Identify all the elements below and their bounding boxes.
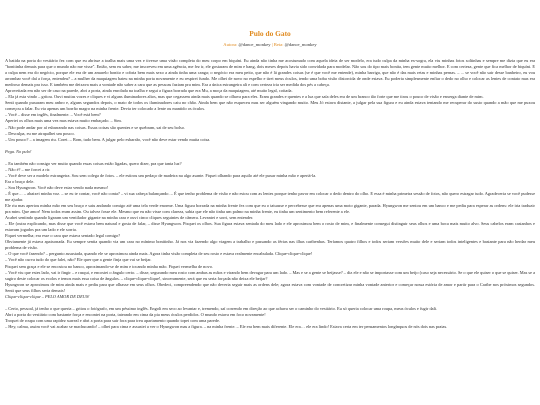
paragraph: – Desculpa, eu me atrapalhei um pouco. [5,130,75,136]
paragraph: Senti quando puxaram meu anbro e, alguns segundos depois, o mato de todos os iluminadores caiu no chão. Ainda bem que não esqueceu mas ser alguém vingando muito. Meu Jó estava distante, a julgar pela sua figura e eu ainda estava tentando me recuperar do susto quando a mão que me puxou começou a falar. Eu via apenas um borrão magro na minha frente. Devia ter colocado a lente ou mantido os óculos. [5,100,535,112]
author-label: Autora: [223,42,238,47]
paragraph: – Um pouco? – a imagem riu. Corei. – Bom, tudo bem. A julgar pelo esbarrão, você não deve estar vendo muita coisa. [5,136,211,142]
meta-separator: | [271,42,273,47]
paragraph: – É que… – abaixei minha voz. – se eu te contar, você não conta? – vi sua cabeça balançando. – É que tenho problema de visão e não estou com as lentes porque tenho pavor em colocar o dedo dentro do olho. E essa é minha primeira sessão de fotos, não quero estragar tudo. Agradeceria se você pudesse me ajudar. [5,190,535,202]
paragraph: – Certo, pessoal, já tenho o que queria – gritou o fotógrafo, em um péssimo inglês. Engoli em seco ao levantar e, tremendo, saí correndo em direção ao que achava ser o caminho do vestiário. Eu só queria colocar uma roupa, meus óculos e fugir dali. [5,305,438,311]
paragraph: Apertei os olhos mais uma vez mas estava muito embaçado. – Sim. [5,118,122,124]
story-meta [0,42,540,47]
paragraph: Era o braço dele. [5,178,35,184]
paragraph: – Hey, calma, assim você vai acabar se machucando! – olhei para cima e assustei a ver o Hyungwon mas a figura. – na minha frente. – Ele era bem mais diferente. Ele era… ele era lindo! Estava certa em ter pensamentos longínquos de nós dois nas praias. [5,323,448,329]
paragraph: – Eu também não consigo ver muito quando essas coisas estão ligadas, quero dizer, pra que tanta luz? [5,160,182,166]
author-value[interactable]: @dance_monkey [238,42,271,47]
paragraph: Pisquei sem graça e ele se encostou no banco, aproximando-se de mim e tocando minha mão. Fiquei vermelha de novo. [5,263,213,269]
paragraph-emphasis: Clique-clique-clique – PELO AMOR DE DEUS! [5,293,90,299]
paragraph: – Você – disse em inglês, finalmente. – Você está bem? [5,112,101,118]
paragraph: – Sou Hyungwon. Você não deve estar vendo nada mesmo! [5,184,109,190]
paragraph: – Você viu que estes lado, vai ir fingir – e rasqui, e encostei o ângulo certo. – disse, segurando meu rosto com ambas as mãos e virando bem devagar para um lado. – Mas e se a gente se beijasse? – diz ele e não se importasse com um beijo (caso seja necessário. Se o que ele quiser o que se quiser. Mas se a sugiro deste colocar os ecolos e temos mais essa coisa de ângulos. – clique-clique-clique!, sinceramente, será que eu seria forçada não deixa ele beijar? [5,269,535,281]
paragraph-emphasis: Pega. No pulo! [5,148,32,154]
paragraph: Abri a porta do vestiário com bastante força e encontei na porta, tateando em cima da pia meus óculos perdidos. O mundo estava em foco novamente! [5,311,266,317]
story-body [5,58,535,330]
beta-label: Beta: [273,42,284,47]
paragraph: – Ele (outra explicando, mas disse que você estava bem natural e gosta de falar, – disse Hyungwon. Pisquei os olhos. Sua figura estava sentada do meu lado e ele aproximou bem o rosto de mim, e finalmente consegui distinguir seus olhos e uma boca mais muito alvo. Seus cabelos eram castanhos e estavam jogados pra um lado e ele sorria. [5,221,535,233]
beta-value[interactable]: @dance_monkey [284,42,317,47]
paragraph: – Não é? – me forcei a rir. [5,166,51,172]
paragraph: – Você não curva tudo do que falei, não? Ele quer que a gente finja que vai se beijar. [5,257,152,263]
paragraph: Ele riu mas apertou minha mão em seu braço e saiu andando comigo até uma tela verde enorme. Uma figura borrada na minha frente fez com que eu o tatuasse e percebesse que era apenas uma moto gigante, parada. Hyungwon me sentou em um banco e me pediu para esperar as ordens: ele iria traduzir pra mim. Que amor! Nem todos eram assim. Ou talvez fosse ele. Mesmo que eu não visse com clareza, sabia que ele não tinha um palmo na minha frente, eu tinha um sentimento bem referente a ele. [5,203,535,215]
paragraph: Obviamente já estava apaixonada. Eu sempre sentia quando via um cara no mínimo bonitinho. Já nos via fazendo algo viagem a trabalho e passando as férias nas ilhas caribenhas. Teríamos quatro filhos e todos seriam versões muito dele e seriam todos inteligentes e bastante para não herdar meu problema de visão. [5,239,535,251]
paragraph: – O que você fazendo? – pergunto assustada, quando ele se aproximou ainda mais. Agora tinha visão completa de seu rosto e estava realmente encabulada. Clique-clique-clique! [5,251,313,257]
paragraph: Aproveitada em não ser de caso na parede, abri a porta, ainda enrolada na toalha e segui a figura borrada que era Mu, a moça da maquiagem, até muito legal, coitada. [5,88,293,94]
paragraph: – Não pode andar por aí esbarrando nas coisas. Essas coisas são quentes e se quebram, sai de seu bolso. [5,124,185,130]
paragraph: Fiquei vermelha; era esse o cara que estava sentado legal comigo? [5,233,121,239]
story-title: Pulo do Gato [249,29,291,38]
paragraph: Acabei sentindo quando ligaram um ventilador gigante na minha cara e ouvi cinco cliques seguintes de câmera. Levantei e sorri, sem entender. [5,215,254,221]
paragraph: – Você deve ser a modelo estrangeira. Sou sem colega de fotos. – ele estirou um pedaço de madeira na algo asante. Fiquei olhando para aquilo até ele puxar minha mão e apertá-la. [5,172,317,178]
paragraph: Hyungwon se aproximou de mim ainda mais e pediu para que olhasse em seus olhos. Obedeci, compreendendo que não deveria seguir mais as ordens dele; agora estava com vontade de concretizar minha vontade anterior e começar nossa estória de amor e partir para o Caribe nos próximos segundos. Senti que seus filhos seria demais! [5,281,535,293]
paragraph: A batida na porta do vestiário fez com que eu abrisse a toalha mais uma vez e tivesse uma visão completa do meu corpo em biquíni. Eu ainda não tinha me acostumado com aquela ideia de ser modelo, era tudo culpa da minha ex-sogra, ela viu minhas fotos soltinhas e sempre me dizia que eu era "bonitinha demais para que o mundo não me visse". Então, sem eu saber, me inscreveu em uma agência, me fez ir, ele gostaram de mim e bang, dois meses depois havia sido convidada para modelar. Não sou do tipo mais bonita, tem gente muito melhor. E com certeza, gente que fica melhor de biquíni. E a culpa nem era do negócio, porque ele era de um amarelo bonito e cobria bem mais sexo a ainda tinha uma canga; o negócio era meu peito, que não é lá grandes coisas (se é que você me entende), minha barriga, que não é das mais retas e minhas pernas. – ... se você não sair desse banheiro, eu vou arrombar você daí a força, entendeu? – a mulher da maquiagem bateu na minha porta novamente e eu respirei fundo. Me olhei de novo no espelho e tirei meus óculos, tendo uma boba visão distorcida de onde estava. Eu poderia simplesmente enfiar o dedo no olho e colocar as lentes de contato mas era medroso demais pra isso. E também me deixava mais a vontade não saber a cara que as pessoas faziam pra mim. Era a única estrangeira ali e com certeza iria ser medida dos pés a cabeça. [5,58,535,88]
paragraph: – Ela já esta vindo – gritou. Ouvi muitas vozes e cliques e vi alguns iluminadores altos, mas que cegassem ainda mais quando se olhava para eles. Eram grandes e quentes e a luz que saía deles era de um branco tão forte que me tirou o pouco de visão e enxerga diante de mim. [5,94,484,100]
paragraph: Troquei de roupa com uma rapidez surreal e abri a porta para sair fora para treu apartamento quando topei com uma parede. [5,317,221,323]
